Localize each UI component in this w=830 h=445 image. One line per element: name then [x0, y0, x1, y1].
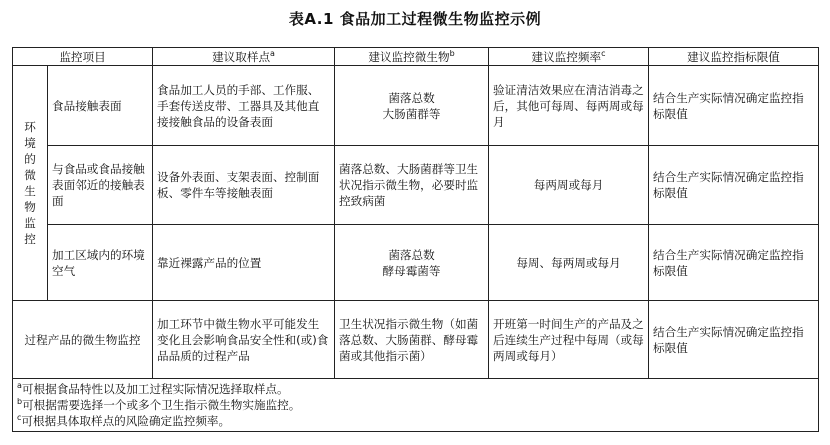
table-row	[13, 301, 819, 379]
note-a: $^a$可根据食品特性以及加工过程实际情况选择取样点。	[17, 381, 289, 396]
cell-frequency: 验证清洁效果应在清洁消毒之后，其他可每周、每两周或每月	[489, 66, 649, 146]
cell-limit: 结合生产实际情况确定监控指标限值	[649, 301, 819, 379]
cell-limit: 结合生产实际情况确定监控指标限值	[649, 146, 819, 225]
note-c: $^c$可根据具体取样点的风险确定监控频率。	[17, 413, 231, 428]
cell-frequency: 每两周或每月	[489, 146, 649, 225]
header-frequency: 建议监控频率$^c$	[489, 48, 649, 66]
cell-sampling: 设备外表面、支架表面、控制面板、零件车等接触表面	[153, 146, 335, 225]
table-row	[13, 225, 819, 301]
header-item: 监控项目	[13, 48, 153, 66]
header-row	[13, 48, 819, 66]
cell-microbe: 菌落总数 大肠菌群等	[335, 66, 489, 146]
cell-sampling: 食品加工人员的手部、工作服、手套传送皮带、工器具及其他直接接触食品的设备表面	[153, 66, 335, 146]
cell-frequency: 每周、每两周或每月	[489, 225, 649, 301]
cell-microbe: 菌落总数、大肠菌群等卫生状况指示微生物，必要时监控致病菌	[335, 146, 489, 225]
cell-limit: 结合生产实际情况确定监控指标限值	[649, 225, 819, 301]
table-caption: 表A.1 食品加工过程微生物监控示例	[288, 10, 542, 28]
footnote-mark-b: b	[449, 48, 455, 58]
cell-process-item: 过程产品的微生物监控	[13, 301, 153, 379]
table-notes	[13, 379, 819, 432]
cell-microbe: 菌落总数 酵母霉菌等	[335, 225, 489, 301]
footnote-mark-a: a	[270, 48, 275, 58]
env-group-label: 环 境 的 微 生 物 监 控	[13, 66, 48, 301]
table-row	[13, 146, 819, 225]
cell-limit: 结合生产实际情况确定监控指标限值	[649, 66, 819, 146]
monitoring-table	[12, 47, 819, 432]
notes-row	[13, 379, 819, 432]
cell-item: 加工区域内的环境空气	[48, 225, 153, 301]
header-microbe: 建议监控微生物$^b$	[335, 48, 489, 66]
cell-item: 食品接触表面	[48, 66, 153, 146]
cell-sampling: 靠近裸露产品的位置	[153, 225, 335, 301]
table-row	[13, 66, 819, 146]
header-limit: 建议监控指标限值	[649, 48, 819, 66]
cell-item: 与食品或食品接触表面邻近的接触表面	[48, 146, 153, 225]
header-sampling: 建议取样点$^a$	[153, 48, 335, 66]
cell-sampling: 加工环节中微生物水平可能发生变化且会影响食品安全性和(或)食品品质的过程产品	[153, 301, 335, 379]
cell-microbe: 卫生状况指示微生物（如菌落总数、大肠菌群、酵母霉菌或其他指示菌）	[335, 301, 489, 379]
cell-frequency: 开班第一时间生产的产品及之后连续生产过程中每周（或每两周或每月）	[489, 301, 649, 379]
note-b: $^b$可根据需要选择一个或多个卫生指示微生物实施监控。	[17, 397, 301, 412]
footnote-mark-c: c	[601, 48, 606, 58]
